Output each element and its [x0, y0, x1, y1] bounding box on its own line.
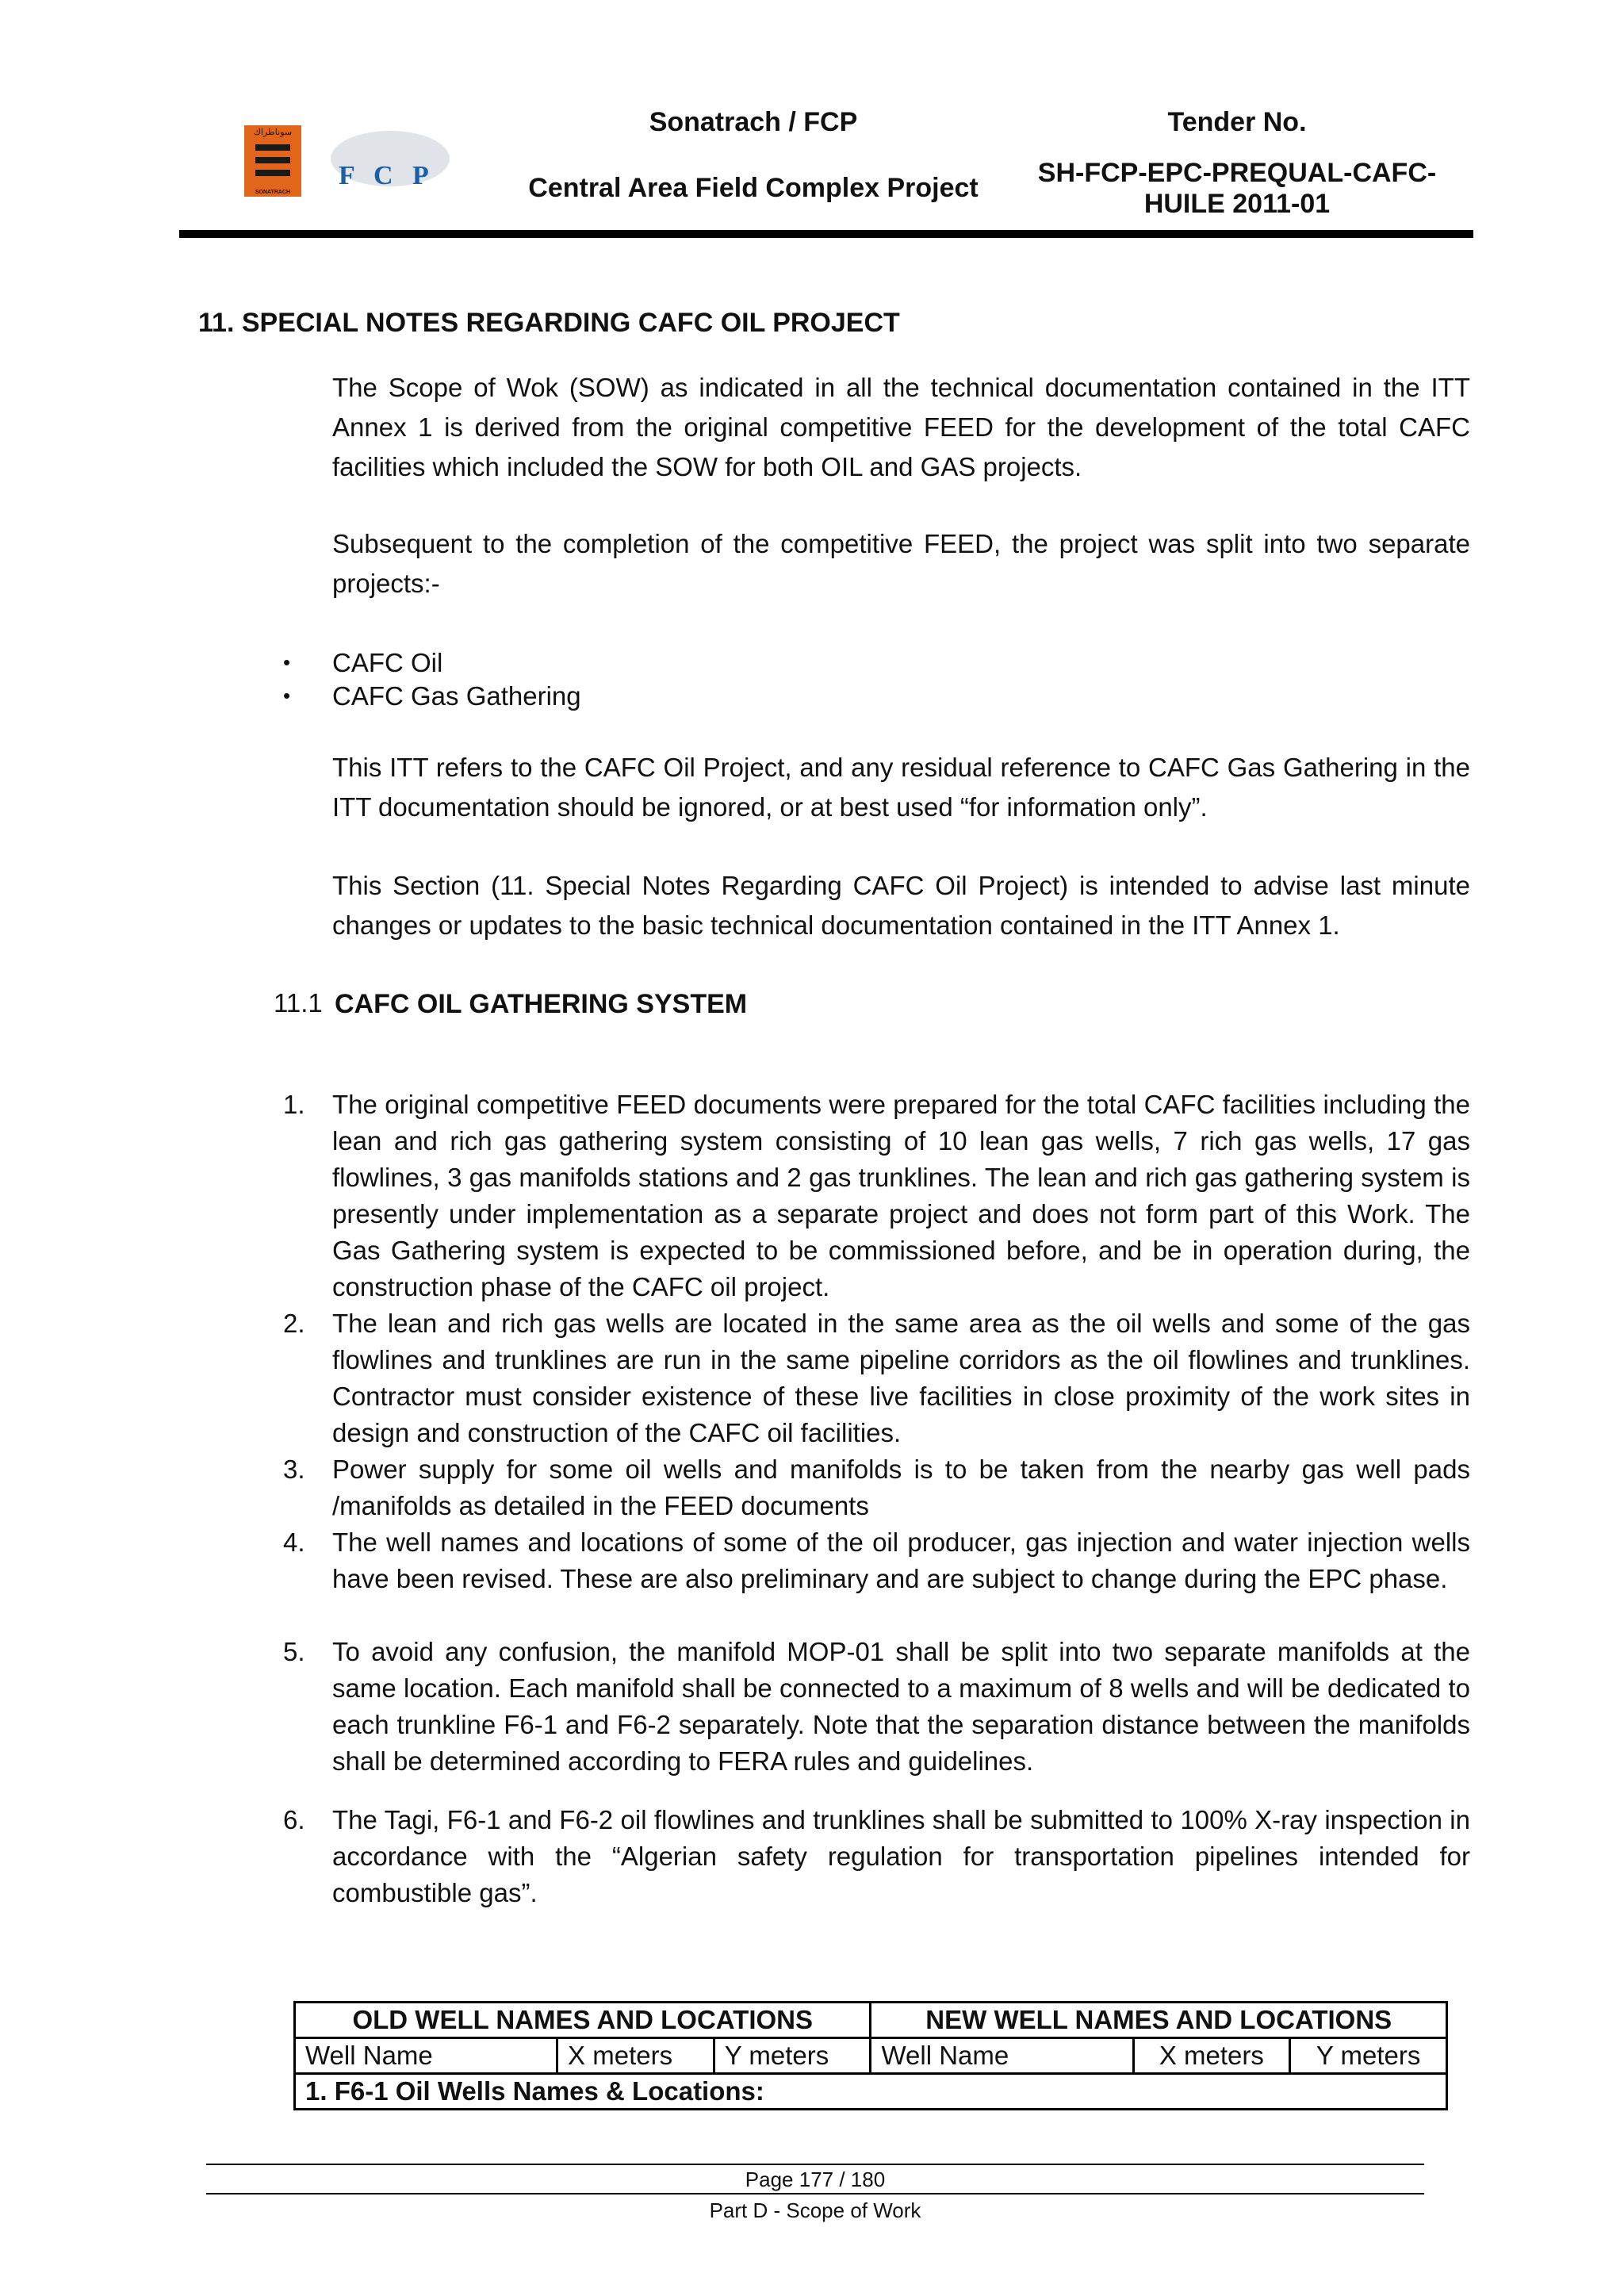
- subsection-number: 11.1: [274, 988, 323, 1018]
- section-title: 11. SPECIAL NOTES REGARDING CAFC OIL PROJECT: [198, 308, 900, 338]
- item-number: 2.: [283, 1309, 305, 1338]
- col-old-y: Y meters: [714, 2038, 871, 2074]
- well-names-table: [293, 2001, 1448, 2110]
- table-column-header-row: [295, 2038, 1447, 2074]
- item-number: 1.: [283, 1090, 305, 1119]
- fcp-logo-text: F C P: [339, 161, 435, 190]
- header-company: Sonatrach / FCP: [649, 107, 858, 137]
- footer-part-label: Part D - Scope of Work: [709, 2198, 921, 2222]
- item-number: 3.: [283, 1455, 305, 1484]
- bullet-icon: •: [283, 684, 291, 707]
- new-wells-header: NEW WELL NAMES AND LOCATIONS: [871, 2003, 1447, 2038]
- footer-page-number: Page 177 / 180: [745, 2168, 886, 2191]
- list-item: The lean and rich gas wells are located in the same area as the oil wells and some of the gas flowlines and trunklines are run in the same pipeline corridors as the oil flowlines and trunklines. Contractor must consider existence of these live facilities in close proximity of the work sites in design and construction of the CAFC oil facilities.: [332, 1309, 1470, 1447]
- item-number: 4.: [283, 1527, 305, 1557]
- footer-rule-bottom: [206, 2193, 1424, 2194]
- old-wells-header: OLD WELL NAMES AND LOCATIONS: [295, 2003, 871, 2038]
- header-rule: [179, 230, 1473, 238]
- section-para-1: The Scope of Wok (SOW) as indicated in all the technical documentation contained in the ITT Annex 1 is derived from the original competitive FEED for the development of the total CAFC facilities which included the SOW for both OIL and GAS projects.: [332, 373, 1470, 481]
- subsection-title: CAFC OIL GATHERING SYSTEM: [335, 989, 748, 1019]
- header-tender-number-1: SH-FCP-EPC-PREQUAL-CAFC-: [1037, 158, 1437, 188]
- section-para-2: Subsequent to the completion of the competitive FEED, the project was split into two separate projects:-: [332, 529, 1470, 598]
- section-para-3: This ITT refers to the CAFC Oil Project, and any residual reference to CAFC Gas Gathering in the ITT documentation should be ignored, or at best used “for information only”.: [332, 753, 1470, 822]
- list-item: The original competitive FEED documents were prepared for the total CAFC facilities including the lean and rich gas gathering system consisting of 10 lean gas wells, 7 rich gas wells, 17 gas flowlines, 3 gas manifolds stations and 2 gas trunklines. The lean and rich gas gathering system is presently under implementation as a separate project and does not form part of this Work. The Gas Gathering system is expected to be commissioned before, and be in operation during, the construction phase of the CAFC oil project.: [332, 1090, 1470, 1301]
- col-new-x: X meters: [1133, 2038, 1290, 2074]
- header-tender-label: Tender No.: [1167, 107, 1307, 137]
- item-number: 6.: [283, 1805, 305, 1834]
- item-number: 5.: [283, 1637, 305, 1666]
- col-old-well-name: Well Name: [295, 2038, 557, 2074]
- list-item: To avoid any confusion, the manifold MOP-01 shall be split into two separate manifolds at the same location. Each manifold shall be connected to a maximum of 8 wells and will be dedicated to each trunkline F6-1 and F6-2 separately. Note that the separation distance between the manifolds shall be determined according to FERA rules and guidelines.: [332, 1637, 1470, 1776]
- table-group-header-row: [295, 2003, 1447, 2038]
- section-para-4: This Section (11. Special Notes Regarding CAFC Oil Project) is intended to advise last minute changes or updates to the basic technical documentation contained in the ITT Annex 1.: [332, 871, 1470, 940]
- table-subheader: 1. F6-1 Oil Wells Names & Locations:: [295, 2074, 1447, 2110]
- sonatrach-logo-tag: SONATRACH: [255, 190, 291, 195]
- fcp-logo: [321, 131, 456, 202]
- sonatrach-logo: [244, 125, 301, 197]
- header-project: Central Area Field Complex Project: [528, 173, 979, 203]
- sonatrach-logo-arabic: سوناطراك: [253, 128, 293, 137]
- table-row: [295, 2074, 1447, 2110]
- footer-rule-top: [206, 2164, 1424, 2165]
- list-item: The Tagi, F6-1 and F6-2 oil flowlines and trunklines shall be submitted to 100% X-ray inspection in accordance with the “Algerian safety regulation for transportation pipelines intended for combustible gas”.: [332, 1805, 1470, 1907]
- bullet-item-oil: CAFC Oil: [332, 648, 443, 677]
- list-item: Power supply for some oil wells and manifolds is to be taken from the nearby gas well pads /manifolds as detailed in the FEED documents: [332, 1455, 1470, 1520]
- col-new-y: Y meters: [1290, 2038, 1447, 2074]
- header-tender-number-2: HUILE 2011-01: [1143, 189, 1331, 219]
- col-old-x: X meters: [557, 2038, 714, 2074]
- col-new-well-name: Well Name: [871, 2038, 1133, 2074]
- bullet-icon: •: [283, 650, 291, 674]
- bullet-item-gas: CAFC Gas Gathering: [332, 681, 581, 711]
- list-item: The well names and locations of some of the oil producer, gas injection and water injection wells have been revised. These are also preliminary and are subject to change during the EPC phase.: [332, 1527, 1470, 1593]
